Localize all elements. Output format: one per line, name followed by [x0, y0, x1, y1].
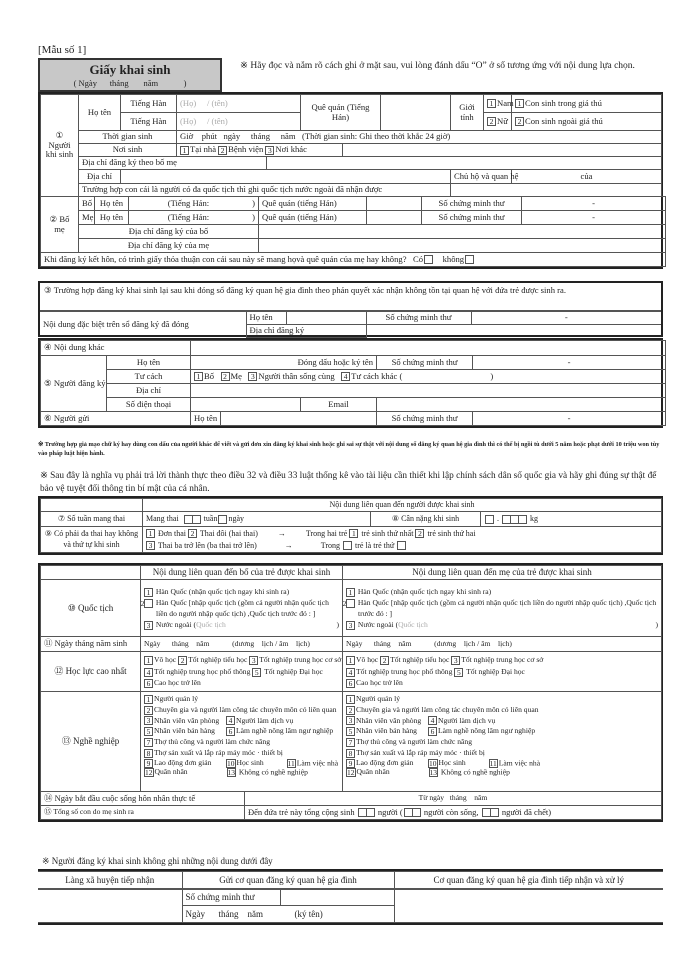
- label-email: Email: [301, 398, 377, 412]
- section4-label: ④ Nội dung khác: [41, 341, 191, 356]
- label-office-cmt: Số chứng minh thư: [182, 889, 280, 906]
- label-gioi-tinh: Giới tính: [451, 95, 484, 131]
- label-tieng-han: Tiếng Hàn: [121, 95, 177, 113]
- label-s5-ho-ten: Họ tên: [107, 356, 191, 370]
- registrant-id-input[interactable]: -: [473, 356, 666, 370]
- office-col-receiving: Làng xã huyện tiếp nhận: [38, 872, 182, 889]
- sender-id-input[interactable]: -: [473, 412, 666, 426]
- section5-label: ⑤ Người đăng ký: [41, 356, 107, 412]
- label-s6-ho-ten: Họ tên: [191, 412, 221, 426]
- father-dob-input[interactable]: Ngày tháng năm (dương lịch / âm lịch): [141, 637, 343, 652]
- label-me-que-quan: Quê quán (tiếng Hán): [259, 211, 367, 225]
- label-dia-chi: Địa chỉ: [79, 170, 121, 184]
- mother-nationality-options[interactable]: 1 Hàn Quốc (nhận quốc tịch ngay khi sinh ra) 2 Hàn Quốc [nhập quốc tịch (gồm cả người nhận quốc tịch liền do người nhập quốc tịch) ,Quốc tịch trước đó : ] 3 Nước ngoài (Quốc tịch ): [343, 580, 662, 637]
- label-marriage-start: ⑭ Ngày bắt đầu cuộc sống hôn nhân thực tế: [41, 792, 245, 806]
- label-noi-sinh: Nơi sinh: [79, 144, 177, 157]
- s3-id-input[interactable]: -: [471, 312, 661, 325]
- label-tieng-han-2: Tiếng Hàn: [121, 113, 177, 131]
- registrant-name-input[interactable]: Đóng dấu hoặc ký tên: [191, 356, 377, 370]
- birth-time-input[interactable]: Giờ phút ngày tháng năm (Thời gian sinh: Ghi theo thời khắc 24 giờ): [177, 131, 662, 144]
- office-col-processing: Cơ quan đăng ký quan hệ gia đình tiếp nhận và xử lý: [394, 872, 663, 889]
- birth-status-option-2[interactable]: 2 Con sinh ngoài giá thú: [512, 113, 662, 131]
- label-gestation: ⑦ Số tuần mang thai: [41, 512, 143, 527]
- birthplace-input[interactable]: [343, 144, 662, 157]
- label-birth-weight: ⑧ Cân nặng khi sinh: [371, 512, 481, 527]
- label-occupation: ⑬ Nghề nghiệp: [41, 692, 141, 792]
- label-thoi-gian-sinh: Thời gian sinh: [79, 131, 177, 144]
- label-noi-dung-dac-biet: Nội dung đặc biệt trên sổ đăng ký đã đóng: [40, 312, 246, 338]
- registered-address-input[interactable]: [267, 157, 662, 170]
- address-input[interactable]: [121, 170, 451, 184]
- label-tu-cach: Tư cách: [107, 370, 191, 384]
- mother-education-options[interactable]: 1 Vô học 2 Tốt nghiệp tiểu học 3 Tốt nghiệp trung học cơ sở 4 Tốt nghiệp trung học phổ thông 5 Tốt nghiệp Đại học 6 Cao học trở lên: [343, 652, 662, 692]
- label-education: ⑫ Học lực cao nhất: [41, 652, 141, 692]
- label-ho-ten: Họ tên: [79, 95, 121, 131]
- mother-dob-input[interactable]: Ngày tháng năm (dương lịch / âm lịch): [343, 637, 662, 652]
- stats-note: ※ Sau đây là nghĩa vụ phải trả lời thành thực theo điều 32 và điều 33 luật thống kê vào tài liệu cần thiết khi lập chính sách dân số quốc gia và hãy ghi đúng sự thật để bảo vệ tuyệt đối thông tin bí mật của cá nhân.: [40, 471, 657, 494]
- birth-weight-input[interactable]: . kg: [481, 512, 662, 527]
- gender-option-2[interactable]: 2 Nữ: [484, 113, 512, 131]
- other-content-input[interactable]: [191, 341, 666, 356]
- label-bo: Bố: [79, 197, 95, 211]
- checkbox-khong[interactable]: [465, 255, 474, 264]
- section-registrant: [38, 338, 663, 428]
- label-s5-dia-chi: Địa chỉ: [107, 384, 191, 398]
- surname-agreement-row: [41, 253, 666, 267]
- label-s3-ho-ten: Họ tên: [246, 312, 286, 325]
- label-chu-ho: Chủ hộ và quan hệ: [451, 170, 512, 184]
- instruction-note: ※ Hãy đọc và nắm rõ cách ghi ở mặt sau, vui lòng đánh dấu “O” ở số tương ứng với nội dung lựa chọn.: [240, 61, 635, 71]
- label-total-children: ⑮ Tổng số con do mẹ sinh ra: [41, 806, 245, 820]
- mother-occupation-options[interactable]: 1 Người quản lý 2 Chuyên gia và người làm công tác chuyên môn có liên quan 3 Nhân viên văn phòng 4 Người làm dịch vụ 5 Nhân viên bán hàng 6 Làm nghề nông lâm ngư nghiệp 7 Thợ thủ công và người làm chức năng 8 Thợ sản xuất và lắp ráp máy móc · thiết bị 9 Lao động đơn giản 10 Học sinh 11 Làm việc nhà 12 Quân nhân 13 Không có nghề nghiệp: [343, 692, 662, 792]
- child-stats-header: Nội dung liên quan đến người được khai sinh: [143, 499, 662, 512]
- section-child-parents: [38, 92, 663, 269]
- phone-input[interactable]: [191, 398, 301, 412]
- office-table: [38, 869, 663, 925]
- office-note: ※ Người đăng ký khai sinh không ghi những nội dung dưới đây: [42, 856, 273, 866]
- title-date: ( Ngày tháng năm ): [73, 78, 187, 88]
- agreement-question: Khi đăng ký kết hôn, có trình giấy thỏa thuận con cái sau này sẽ mang họvà quê quán của mẹ hay không?: [44, 253, 407, 264]
- section1-label: ① Người khi sinh: [41, 95, 79, 197]
- label-me-ho-ten: Họ tên: [95, 211, 129, 225]
- father-address-input[interactable]: [259, 225, 666, 239]
- email-input[interactable]: [377, 398, 666, 412]
- label-s5-cmt: Số chứng minh thư: [377, 356, 473, 370]
- que-quan-input[interactable]: [381, 95, 451, 131]
- label-dia-chi-dk: Địa chỉ đăng ký theo bố mẹ: [79, 157, 267, 170]
- parent-stats-table: [38, 563, 663, 822]
- label-bo-ho-ten: Họ tên: [95, 197, 129, 211]
- father-que-quan-input[interactable]: [367, 197, 422, 211]
- total-children-input[interactable]: Đến đứa trẻ này tổng cộng sinh người ( người còn sống, người đã chết): [245, 806, 662, 820]
- child-stats-table: [38, 496, 663, 555]
- registrant-address-input[interactable]: [191, 384, 666, 398]
- mother-name-input[interactable]: (Tiếng Hán: ): [129, 211, 259, 225]
- office-processing-field: [394, 889, 663, 923]
- mother-stats-header: Nội dung liên quan đến mẹ của trẻ được khai sinh: [343, 566, 662, 580]
- multiple-birth-options[interactable]: 1 Đơn thai 2 Thai đôi (hai thai) → Trong hai trẻ 1 trẻ sinh thứ nhất 2 trẻ sinh thứ hai 3 Thai ba trở lên (ba thai trở lên) → Trong trẻ là trẻ thứ: [143, 527, 662, 553]
- gender-option-1[interactable]: 1 Nam: [484, 95, 512, 113]
- father-id-input[interactable]: -: [522, 197, 666, 211]
- label-s3-cmt: Số chứng minh thư: [366, 312, 471, 325]
- page-title: Giấy khai sinh: [89, 62, 171, 77]
- checkbox-co[interactable]: [424, 255, 433, 264]
- mother-address-input[interactable]: [259, 239, 666, 253]
- label-dob: ⑪ Ngày tháng năm sinh: [41, 637, 141, 652]
- foreign-nationality-input[interactable]: [451, 184, 662, 197]
- child-name-input-2[interactable]: (Họ) / (tên): [177, 113, 301, 131]
- section3-text: ③ Trường hợp đăng ký khai sinh lại sau khi đóng sổ đăng ký quan hệ gia đình theo phán quyết xác nhận không tồn tại quan hệ với đứa trẻ được sinh ra.: [40, 283, 661, 311]
- label-multiple-birth: ⑨ Có phải đa thai hay không và thứ tự khi sinh: [41, 527, 143, 553]
- householder-input[interactable]: của: [512, 170, 662, 184]
- label-phone: Số điện thoại: [107, 398, 191, 412]
- father-stats-header: Nội dung liên quan đến bố của trẻ được khai sinh: [141, 566, 343, 580]
- form-number: [Mẫu số 1]: [38, 44, 87, 56]
- birth-status-option-1[interactable]: 1 Con sinh trong giá thú: [512, 95, 662, 113]
- label-da-quoc-tich: Trường hợp con cái là người có đa quốc tịch thì ghi quốc tịch nước ngoài đã nhận được: [79, 184, 451, 197]
- father-education-options[interactable]: 1 Vô học 2 Tốt nghiệp tiểu học 3 Tốt nghiệp trung học cơ sở 4 Tốt nghiệp trung học phổ thông 5 Tốt nghiệp Đại học 6 Cao học trở lên: [141, 652, 343, 692]
- child-name-input-1[interactable]: (Họ) / (tên): [177, 95, 301, 113]
- label-nationality: ⑩ Quốc tịch: [41, 580, 141, 637]
- father-name-input[interactable]: (Tiếng Hán: ): [129, 197, 259, 211]
- office-date-sign: Ngày tháng năm (ký tên): [182, 906, 394, 923]
- section6-label: ⑥ Người gửi: [41, 412, 191, 426]
- gestation-input[interactable]: Mang thai tuần ngày: [143, 512, 371, 527]
- office-receiving-field: [38, 889, 182, 923]
- legal-warning: ※ Trường hợp giả mạo chữ ký hay dùng con dấu của người khác để viết và gửi đơn xin đăng ký khai sinh hoặc ghi sai sự thật với nội dung sổ đăng ký quan hệ gia đình thì có thể bị ngồi tù dưới 5 năm hoặc phạt dưới 10 triệu won tùy vào pháp luật hiện hành.: [38, 441, 660, 457]
- label-s3-dia-chi: Địa chỉ đăng ký: [246, 325, 366, 338]
- label-dia-chi-me: Địa chỉ đăng ký của mẹ: [79, 239, 259, 253]
- birthplace-options[interactable]: 1 Tại nhà 2 Bệnh viện 3 Nơi khác: [177, 144, 343, 157]
- label-que-quan: Quê quán (Tiếng Hán): [301, 95, 381, 131]
- father-occupation-options[interactable]: 1 Người quản lý 2 Chuyên gia và người làm công tác chuyên môn có liên quan 3 Nhân viên văn phòng 4 Người làm dịch vụ 5 Nhân viên bán hàng 6 Làm nghề nông lâm ngư nghiệp 7 Thợ thủ công và người làm chức năng 8 Thợ sản xuất và lắp ráp máy móc · thiết bị 9 Lao động đơn giản 10 Học sinh 11 Làm việc nhà 12 Quân nhân 13 Không có nghề nghiệp: [141, 692, 343, 792]
- s3-name-input[interactable]: [286, 312, 366, 325]
- qualification-options[interactable]: 1 Bố 2 Mẹ 3 Người thân sống cùng 4 Tư cách khác ( ): [191, 370, 666, 384]
- sender-name-input[interactable]: [221, 412, 377, 426]
- marriage-start-input[interactable]: Từ ngày tháng năm: [245, 792, 662, 806]
- label-co: Có: [412, 253, 423, 264]
- mother-id-input[interactable]: -: [522, 211, 666, 225]
- s3-address-input[interactable]: [366, 325, 661, 338]
- label-dia-chi-bo: Địa chỉ đăng ký của bố: [79, 225, 259, 239]
- label-me-cmt: Số chứng minh thư: [422, 211, 522, 225]
- label-khong: không: [442, 253, 465, 264]
- label-bo-que-quan: Quê quán (tiếng Hán): [259, 197, 367, 211]
- label-s6-cmt: Số chứng minh thư: [377, 412, 473, 426]
- father-nationality-options[interactable]: 1 Hàn Quốc (nhận quốc tịch ngay khi sinh ra) 2 Hàn Quốc [nhập quốc tịch (gồm cả người nhận quốc tịch liền do người nhập quốc tịch) ,Quốc tịch trước đó : ] 3 Nước ngoài (Quốc tịch ): [141, 580, 343, 637]
- mother-que-quan-input[interactable]: [367, 211, 422, 225]
- title-box: [38, 58, 222, 92]
- office-id-field: [280, 889, 394, 906]
- label-bo-cmt: Số chứng minh thư: [422, 197, 522, 211]
- office-col-send: Gửi cơ quan đăng ký quan hệ gia đình: [182, 872, 394, 889]
- section3: [38, 281, 663, 337]
- section2-label: ② Bố mẹ: [41, 197, 79, 253]
- label-me: Mẹ: [79, 211, 95, 225]
